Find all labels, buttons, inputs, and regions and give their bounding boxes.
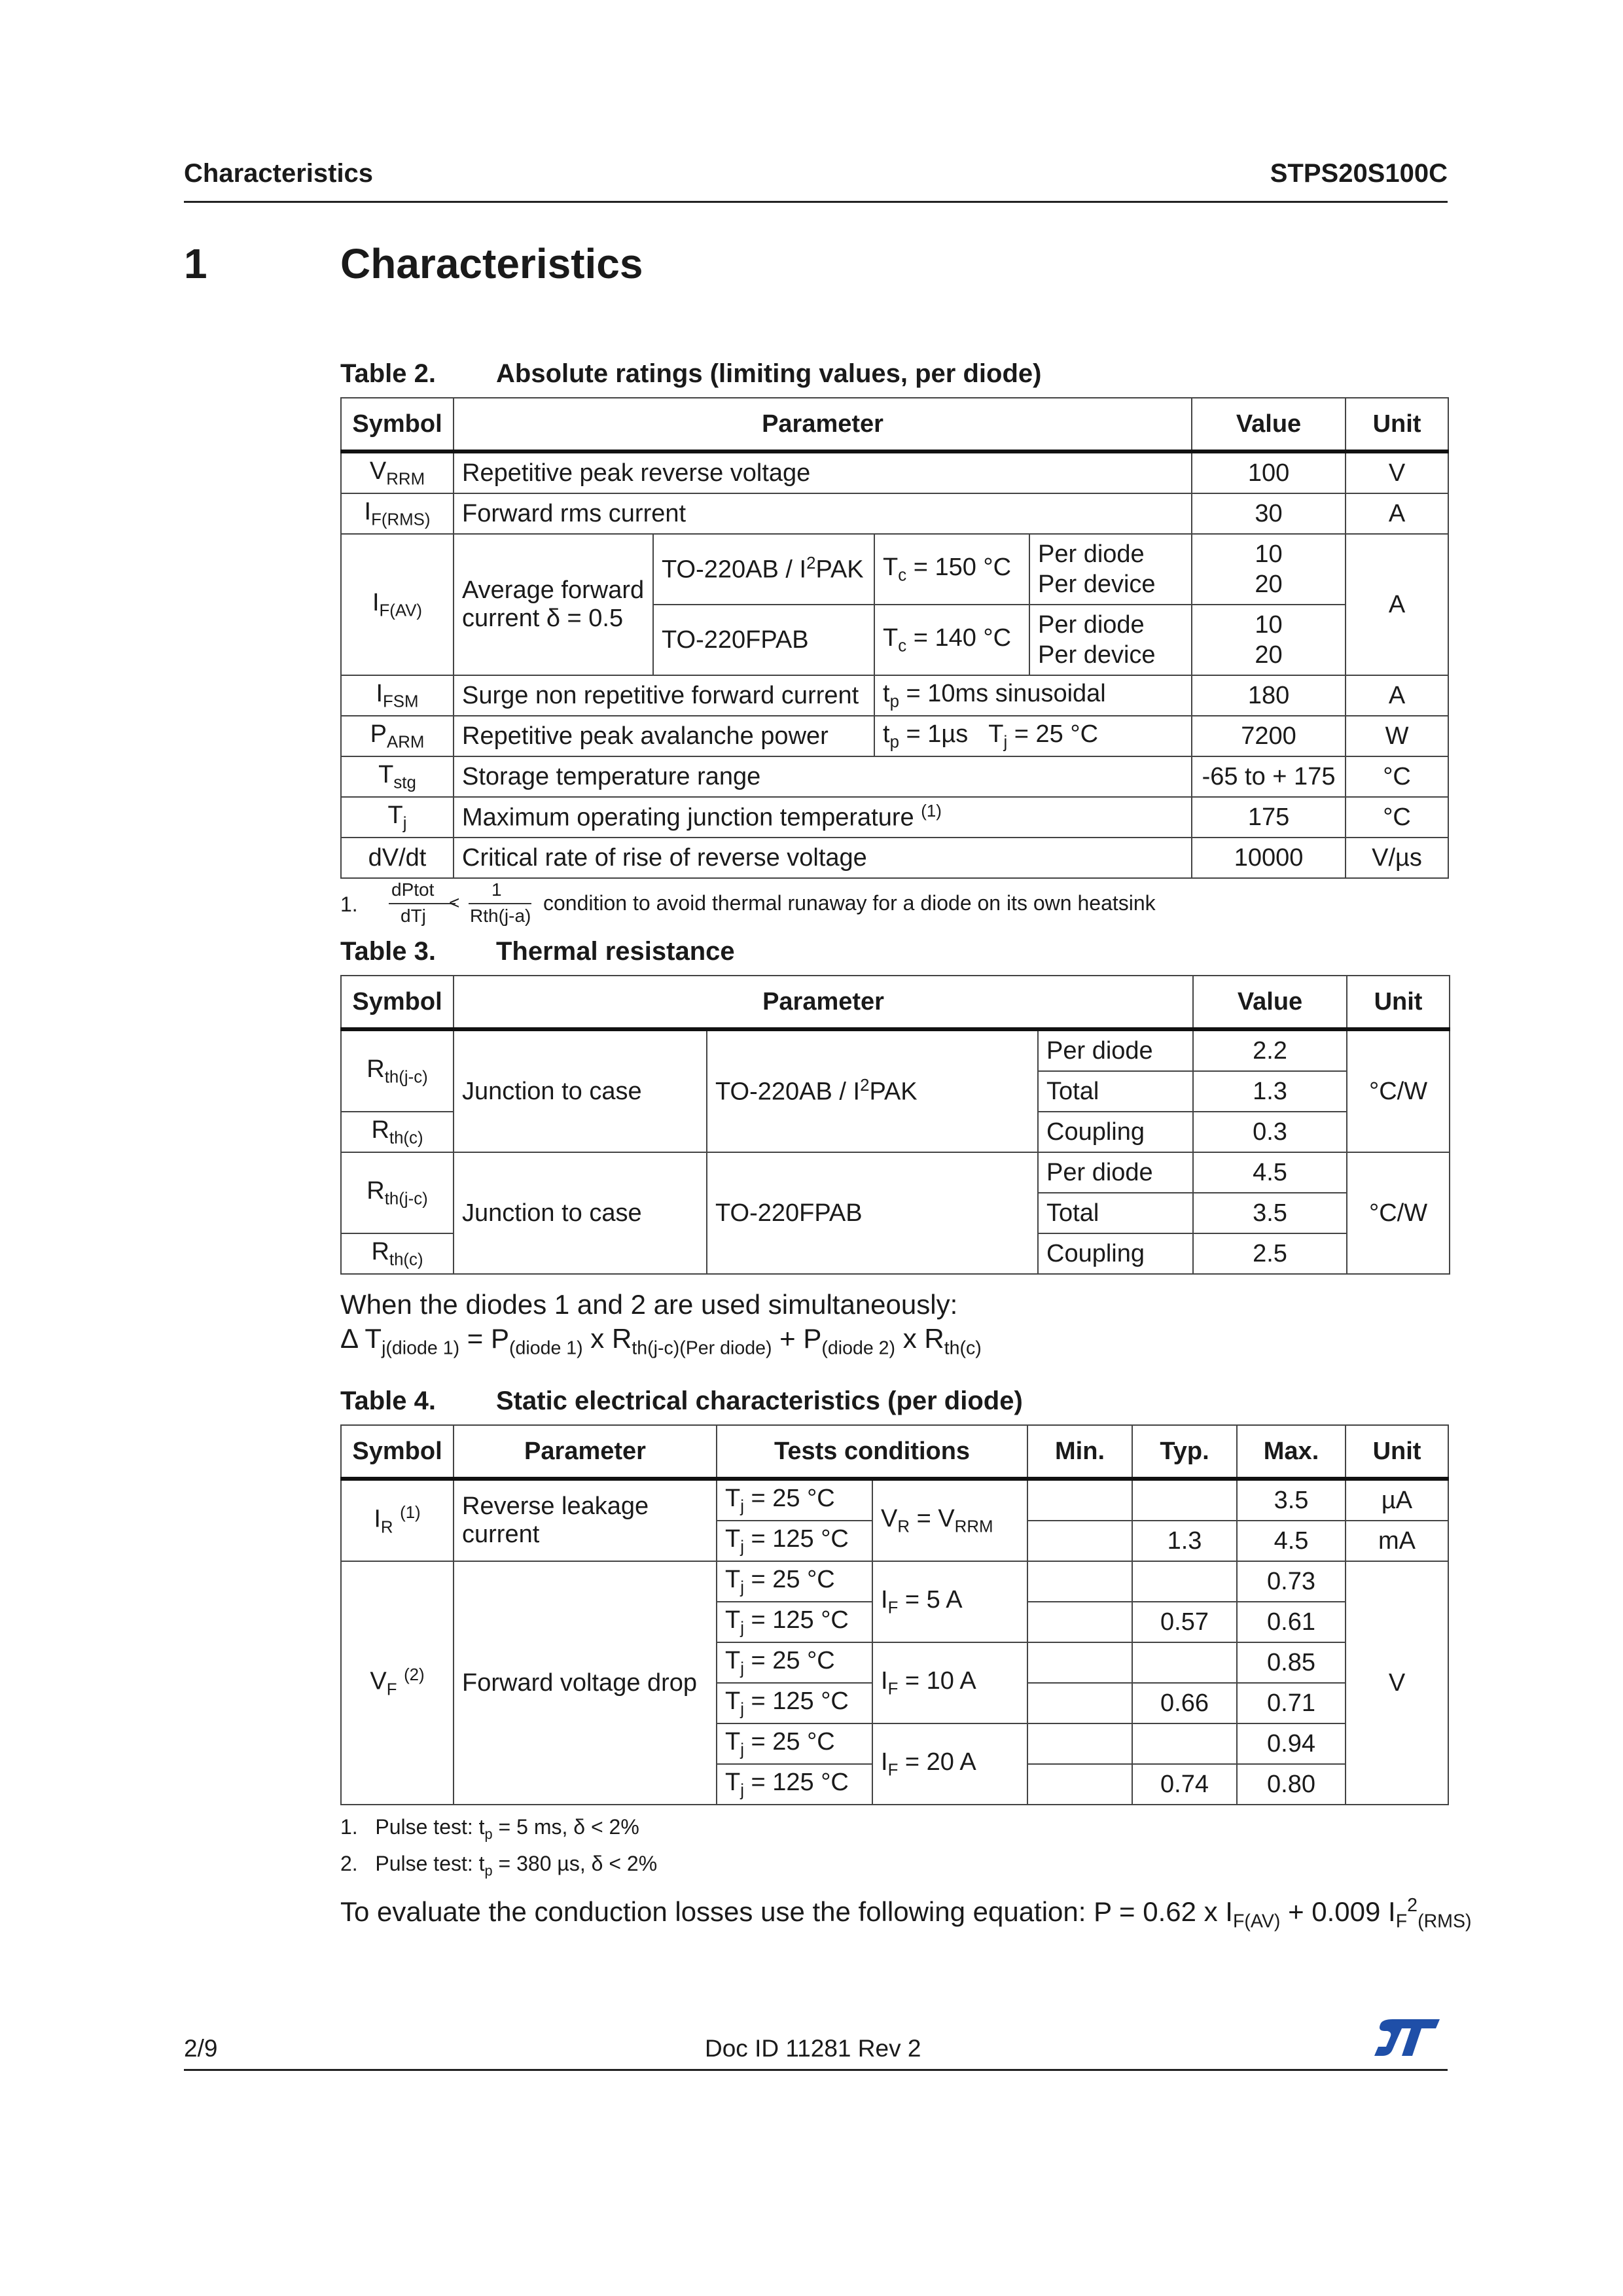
value-rth-1: 2.2 xyxy=(1193,1029,1347,1071)
max-vf-4: 0.71 xyxy=(1237,1683,1346,1723)
unit-dvdt: V/µs xyxy=(1346,838,1448,878)
symbol-ir: $I_R$ $^{(1)}$ xyxy=(341,1479,454,1561)
per-diode-device-1: Per diode Per device xyxy=(1029,534,1192,605)
col-value: Value xyxy=(1192,398,1346,451)
typ-vf-1 xyxy=(1132,1561,1237,1602)
symbol-rth-jc-1: $R_{th(j-c)}$ xyxy=(341,1029,454,1112)
col-unit: Unit xyxy=(1346,398,1448,451)
static-electrical-table xyxy=(340,1424,1449,1805)
cond-tj125: $T_j = 125$ °C xyxy=(717,1521,872,1561)
symbol-ifsm: $I_{FSM}$ xyxy=(341,675,454,716)
symbol-rth-jc-2: $R_{th(j-c)}$ xyxy=(341,1152,454,1233)
table-row xyxy=(341,1479,1448,1521)
table-row xyxy=(341,451,1448,493)
value-rth-3: 0.3 xyxy=(1193,1112,1347,1152)
max-vf-5: 0.94 xyxy=(1237,1723,1346,1764)
param-ifrms: Forward rms current xyxy=(454,493,1192,534)
table-row xyxy=(341,716,1448,756)
cond-parm: $t_p = 1\mu s$ $T_j = 25$ °C xyxy=(874,716,1192,756)
doc-id: Doc ID 11281 Rev 2 xyxy=(705,2035,921,2062)
cond-tj25: $T_j = 25$ °C xyxy=(717,1642,872,1683)
page-number: 2/9 xyxy=(184,2035,218,2062)
header-part-number: STPS20S100C xyxy=(1270,159,1448,188)
unit-vrrm: V xyxy=(1346,451,1448,493)
lt-sign: < xyxy=(449,892,460,913)
cond-tj125: $T_j = 125$ °C xyxy=(717,1764,872,1805)
table-row xyxy=(341,838,1448,878)
table4-footnote-2: 2. Pulse test: $t_p = 380$ µs, δ < 2% xyxy=(340,1852,658,1879)
table2-label: Table 2. xyxy=(340,359,436,388)
frac2-den: Rth(j-a) xyxy=(470,906,531,926)
cond-tj25: $T_j = 25$ °C xyxy=(717,1561,872,1602)
thermal-resistance-table xyxy=(340,975,1450,1275)
table3-caption xyxy=(340,937,735,966)
symbol-tj: $T_j$ xyxy=(341,797,454,838)
cond-tj125: $T_j = 125$ °C xyxy=(717,1602,872,1642)
param-junction-case-2: Junction to case xyxy=(454,1152,707,1274)
per-diode-label-1: Per diode xyxy=(1038,1029,1193,1071)
min-vf-1 xyxy=(1027,1561,1132,1602)
frac1-num: dPtot xyxy=(391,879,435,900)
table4-title: Static electrical characteristics (per diode) xyxy=(496,1386,1023,1415)
table4-caption xyxy=(340,1386,1023,1416)
unit-tstg: °C xyxy=(1346,756,1448,797)
param-ifav-line1: Average forward xyxy=(462,576,645,604)
value-tj: 175 xyxy=(1192,797,1346,838)
typ-vf-2: 0.57 xyxy=(1132,1602,1237,1642)
unit-parm: W xyxy=(1346,716,1448,756)
unit-ifsm: A xyxy=(1346,675,1448,716)
unit-tj: °C xyxy=(1346,797,1448,838)
param-ifsm: Surge non repetitive forward current xyxy=(454,675,874,716)
total-label-2: Total xyxy=(1038,1193,1193,1233)
max-vf-1: 0.73 xyxy=(1237,1561,1346,1602)
st-logo-icon xyxy=(1373,2017,1441,2058)
pkg-to220fpab: TO-220FPAB xyxy=(707,1152,1038,1274)
per-diode-device-2: Per diode Per device xyxy=(1029,605,1192,675)
table-row xyxy=(341,797,1448,838)
value-ifav-2: 10 20 xyxy=(1192,605,1346,675)
table-row xyxy=(341,675,1448,716)
symbol-vf: $V_F$ $^{(2)}$ xyxy=(341,1561,454,1805)
table2-title: Absolute ratings (limiting values, per diode) xyxy=(496,359,1042,388)
table-row xyxy=(341,1029,1450,1071)
value-parm: 7200 xyxy=(1192,716,1346,756)
typ-vf-3 xyxy=(1132,1642,1237,1683)
value-ifav-1: 10 20 xyxy=(1192,534,1346,605)
unit-ifav: A xyxy=(1346,534,1448,675)
col-typ: Typ. xyxy=(1132,1425,1237,1479)
section-title: Characteristics xyxy=(340,240,643,287)
max-ir-1: 3.5 xyxy=(1237,1479,1346,1521)
cond-tj25: $T_j = 25$ °C xyxy=(717,1723,872,1764)
symbol-ifav: $I_{F(AV)}$ xyxy=(341,534,454,675)
cond-if10: $I_F = 10$ A xyxy=(872,1642,1027,1723)
param-ir: Reverse leakage current xyxy=(454,1479,717,1561)
tc-140: $T_c = 140$ °C xyxy=(874,605,1029,675)
table2-caption xyxy=(340,359,1041,389)
cond-tj125: $T_j = 125$ °C xyxy=(717,1683,872,1723)
unit-rth-2: °C/W xyxy=(1347,1152,1450,1274)
param-vf: Forward voltage drop xyxy=(454,1561,717,1805)
max-vf-6: 0.80 xyxy=(1237,1764,1346,1805)
pkg-to220ab: $TO-220AB / I^2PAK$ xyxy=(707,1029,1038,1152)
unit-ir-1: µA xyxy=(1346,1479,1448,1521)
per-diode-label-2: Per diode xyxy=(1038,1152,1193,1193)
min-vf-4 xyxy=(1027,1683,1132,1723)
typ-vf-6: 0.74 xyxy=(1132,1764,1237,1805)
value-rth-5: 3.5 xyxy=(1193,1193,1347,1233)
cond-if5: $I_F = 5$ A xyxy=(872,1561,1027,1642)
param-ifav-line2: current δ = 0.5 xyxy=(462,605,624,632)
footnote-text: condition to avoid thermal runaway for a diode on its own heatsink xyxy=(543,891,1156,915)
total-label-1: Total xyxy=(1038,1071,1193,1112)
typ-ir-2: 1.3 xyxy=(1132,1521,1237,1561)
table-row xyxy=(341,1561,1448,1602)
max-vf-2: 0.61 xyxy=(1237,1602,1346,1642)
col-symbol: Symbol xyxy=(341,976,454,1029)
value-tstg: -65 to + 175 xyxy=(1192,756,1346,797)
symbol-dvdt: dV/dt xyxy=(341,838,454,878)
col-parameter: Parameter xyxy=(454,976,1193,1029)
pkg-to220fpab: TO-220FPAB xyxy=(653,605,874,675)
min-vf-5 xyxy=(1027,1723,1132,1764)
min-ir-1 xyxy=(1027,1479,1132,1521)
param-tstg: Storage temperature range xyxy=(454,756,1192,797)
min-vf-3 xyxy=(1027,1642,1132,1683)
symbol-rth-c-2: $R_{th(c)}$ xyxy=(341,1233,454,1274)
table4-label: Table 4. xyxy=(340,1386,436,1415)
frac1-den: dTj xyxy=(401,906,426,926)
col-symbol: Symbol xyxy=(341,1425,454,1479)
min-vf-2 xyxy=(1027,1602,1132,1642)
table-row xyxy=(341,534,1448,605)
frac2-num: 1 xyxy=(491,879,502,900)
col-test-conditions: Tests conditions xyxy=(717,1425,1027,1479)
unit-rth-1: °C/W xyxy=(1347,1029,1450,1152)
max-vf-3: 0.85 xyxy=(1237,1642,1346,1683)
param-parm: Repetitive peak avalanche power xyxy=(454,716,874,756)
footer-rule xyxy=(184,2069,1448,2071)
col-value: Value xyxy=(1193,976,1347,1029)
header-section-title: Characteristics xyxy=(184,159,374,188)
table-row xyxy=(341,1152,1450,1193)
value-ifrms: 30 xyxy=(1192,493,1346,534)
max-ir-2: 4.5 xyxy=(1237,1521,1346,1561)
cond-vr-vrrm: $V_R = V_{RRM}$ xyxy=(872,1479,1027,1561)
footnote-number: 1. xyxy=(340,892,358,916)
min-vf-6 xyxy=(1027,1764,1132,1805)
table4-footnote-1: 1. Pulse test: $t_p = 5$ ms, δ < 2% xyxy=(340,1815,639,1843)
table3-title: Thermal resistance xyxy=(496,937,735,966)
table-row xyxy=(341,493,1448,534)
value-ifsm: 180 xyxy=(1192,675,1346,716)
col-parameter: Parameter xyxy=(454,398,1192,451)
frac1-line xyxy=(389,903,455,904)
table2-footnote xyxy=(340,879,1453,929)
col-unit: Unit xyxy=(1346,1425,1448,1479)
thermal-note-equation: Δ $T_{j(diode 1)} = P_{(diode 1)}$ x $R_{th(j-c)(Per diode)} + P_{(diode 2)}$ x $R_{th(c)}$ xyxy=(340,1323,982,1359)
value-rth-4: 4.5 xyxy=(1193,1152,1347,1193)
value-rth-6: 2.5 xyxy=(1193,1233,1347,1274)
col-parameter: Parameter xyxy=(454,1425,717,1479)
cond-ifsm: $t_p = 10ms$ sinusoidal xyxy=(874,675,1192,716)
col-symbol: Symbol xyxy=(341,398,454,451)
thermal-note-line1: When the diodes 1 and 2 are used simultaneously: xyxy=(340,1289,958,1320)
param-junction-case-1: Junction to case xyxy=(454,1029,707,1152)
conduction-losses-note: To evaluate the conduction losses use the following equation: P = 0.62 x $I_{F(AV)} + 0.009$ $I_F^2_{(RMS)}$ xyxy=(340,1895,1472,1932)
param-ifav xyxy=(454,534,653,675)
frac2-line xyxy=(469,903,531,904)
symbol-vrrm: $V_{RRM}$ xyxy=(341,451,454,493)
cond-if20: $I_F = 20$ A xyxy=(872,1723,1027,1805)
value-dvdt: 10000 xyxy=(1192,838,1346,878)
coupling-label-1: Coupling xyxy=(1038,1112,1193,1152)
coupling-label-2: Coupling xyxy=(1038,1233,1193,1274)
param-dvdt: Critical rate of rise of reverse voltage xyxy=(454,838,1192,878)
value-vrrm: 100 xyxy=(1192,451,1346,493)
symbol-ifrms: $I_{F(RMS)}$ xyxy=(341,493,454,534)
col-min: Min. xyxy=(1027,1425,1132,1479)
absolute-ratings-table xyxy=(340,397,1449,879)
col-unit: Unit xyxy=(1347,976,1450,1029)
symbol-rth-c-1: $R_{th(c)}$ xyxy=(341,1112,454,1152)
param-tj: Maximum operating junction temperature $^{(1)}$ xyxy=(454,797,1192,838)
typ-vf-5 xyxy=(1132,1723,1237,1764)
unit-ir-2: mA xyxy=(1346,1521,1448,1561)
unit-ifrms: A xyxy=(1346,493,1448,534)
table3-label: Table 3. xyxy=(340,937,436,966)
table-row xyxy=(341,756,1448,797)
section-number: 1 xyxy=(184,240,207,287)
typ-vf-4: 0.66 xyxy=(1132,1683,1237,1723)
cond-tj25: $T_j = 25$ °C xyxy=(717,1479,872,1521)
tc-150: $T_c = 150$ °C xyxy=(874,534,1029,605)
min-ir-2 xyxy=(1027,1521,1132,1561)
pkg-to220ab: $TO-220AB / I^2PAK$ xyxy=(653,534,874,605)
value-rth-2: 1.3 xyxy=(1193,1071,1347,1112)
symbol-tstg: $T_{stg}$ xyxy=(341,756,454,797)
param-vrrm: Repetitive peak reverse voltage xyxy=(454,451,1192,493)
typ-ir-1 xyxy=(1132,1479,1237,1521)
header-rule xyxy=(184,201,1448,203)
col-max: Max. xyxy=(1237,1425,1346,1479)
symbol-parm: $P_{ARM}$ xyxy=(341,716,454,756)
unit-vf: V xyxy=(1346,1561,1448,1805)
